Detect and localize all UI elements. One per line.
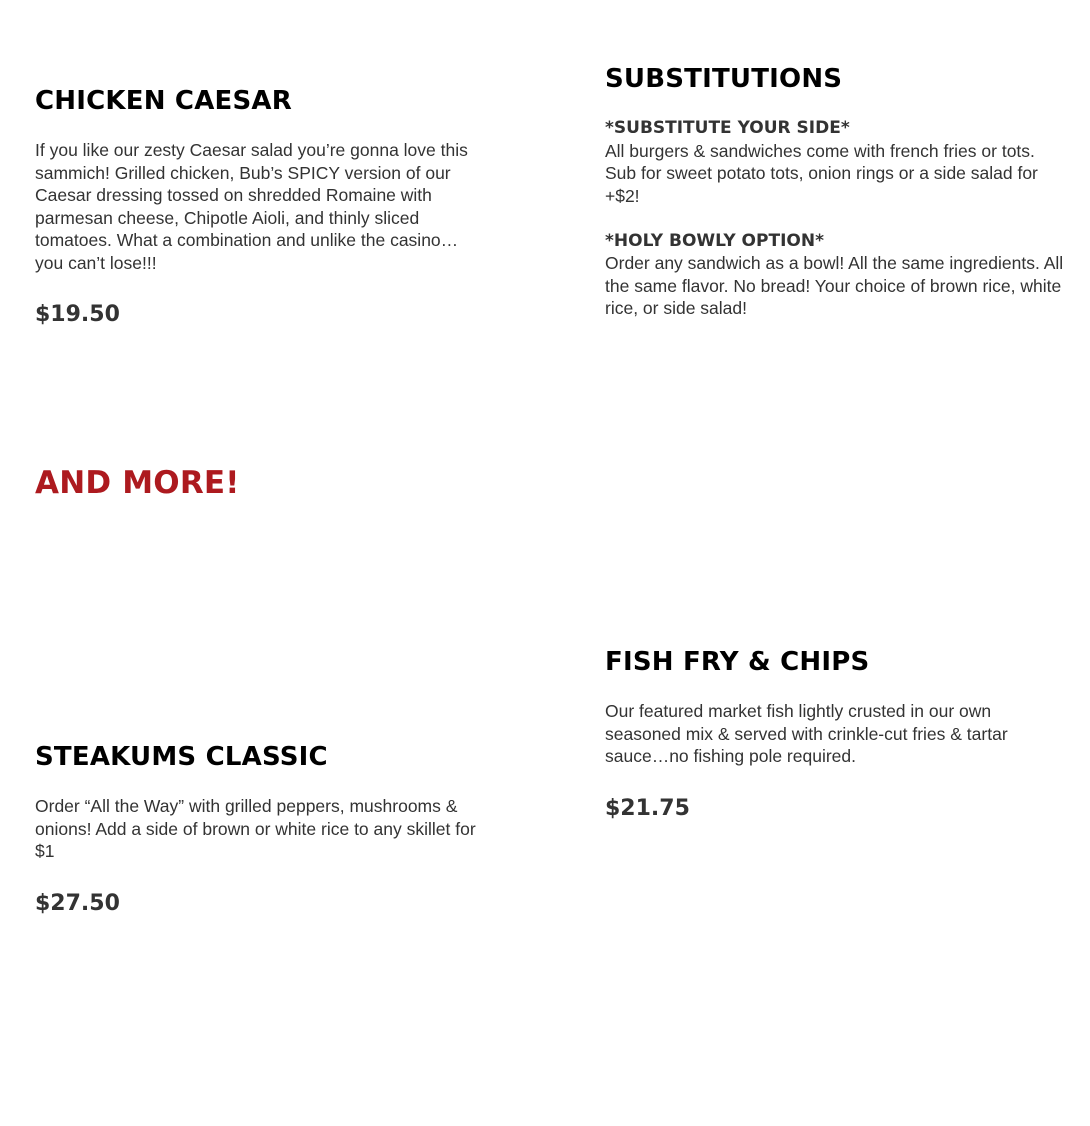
menu-item-steakums-classic bbox=[35, 742, 490, 916]
menu-item-chicken-caesar bbox=[35, 86, 485, 327]
item-title: FISH FRY & CHIPS bbox=[605, 647, 870, 677]
item-title: STEAKUMS CLASSIC bbox=[35, 742, 328, 772]
and-more-section bbox=[35, 465, 240, 501]
substitutions-title: SUBSTITUTIONS bbox=[605, 64, 843, 94]
item-price: $19.50 bbox=[35, 302, 120, 327]
substitutions-section bbox=[605, 64, 1065, 320]
item-price: $21.75 bbox=[605, 795, 690, 821]
and-more-title: AND MORE! bbox=[35, 465, 240, 501]
item-description: If you like our zesty Caesar salad you’re gonna love this sammich! Grilled chicken, Bub’s SPICY version of our Caesar dressing tossed on shredded Romaine with parmesan cheese, Chipotle Aioli, and thinly sliced tomatoes. What a combination and unlike the casino…you can’t lose!!! bbox=[35, 140, 468, 273]
substitute-side-text: All burgers & sandwiches come with french fries or tots. Sub for sweet potato tots, onion rings or a side salad for +$2! bbox=[605, 140, 1038, 206]
holy-bowly-heading: *HOLY BOWLY OPTION* bbox=[605, 230, 824, 251]
menu-item-fish-fry bbox=[605, 647, 1025, 821]
item-price: $27.50 bbox=[35, 890, 120, 916]
holy-bowly-text: Order any sandwich as a bowl! All the same ingredients. All the same flavor. No bread! Your choice of brown rice, white rice, or side salad! bbox=[605, 253, 1064, 318]
item-title: CHICKEN CAESAR bbox=[35, 86, 292, 116]
item-description: Order “All the Way” with grilled peppers, mushrooms & onions! Add a side of brown or white rice to any skillet for $1 bbox=[35, 796, 476, 861]
substitute-side-heading: *SUBSTITUTE YOUR SIDE* bbox=[605, 118, 850, 138]
item-description: Our featured market fish lightly crusted in our own seasoned mix & served with crinkle-cut fries & tartar sauce…no fishing pole required. bbox=[605, 701, 1008, 766]
